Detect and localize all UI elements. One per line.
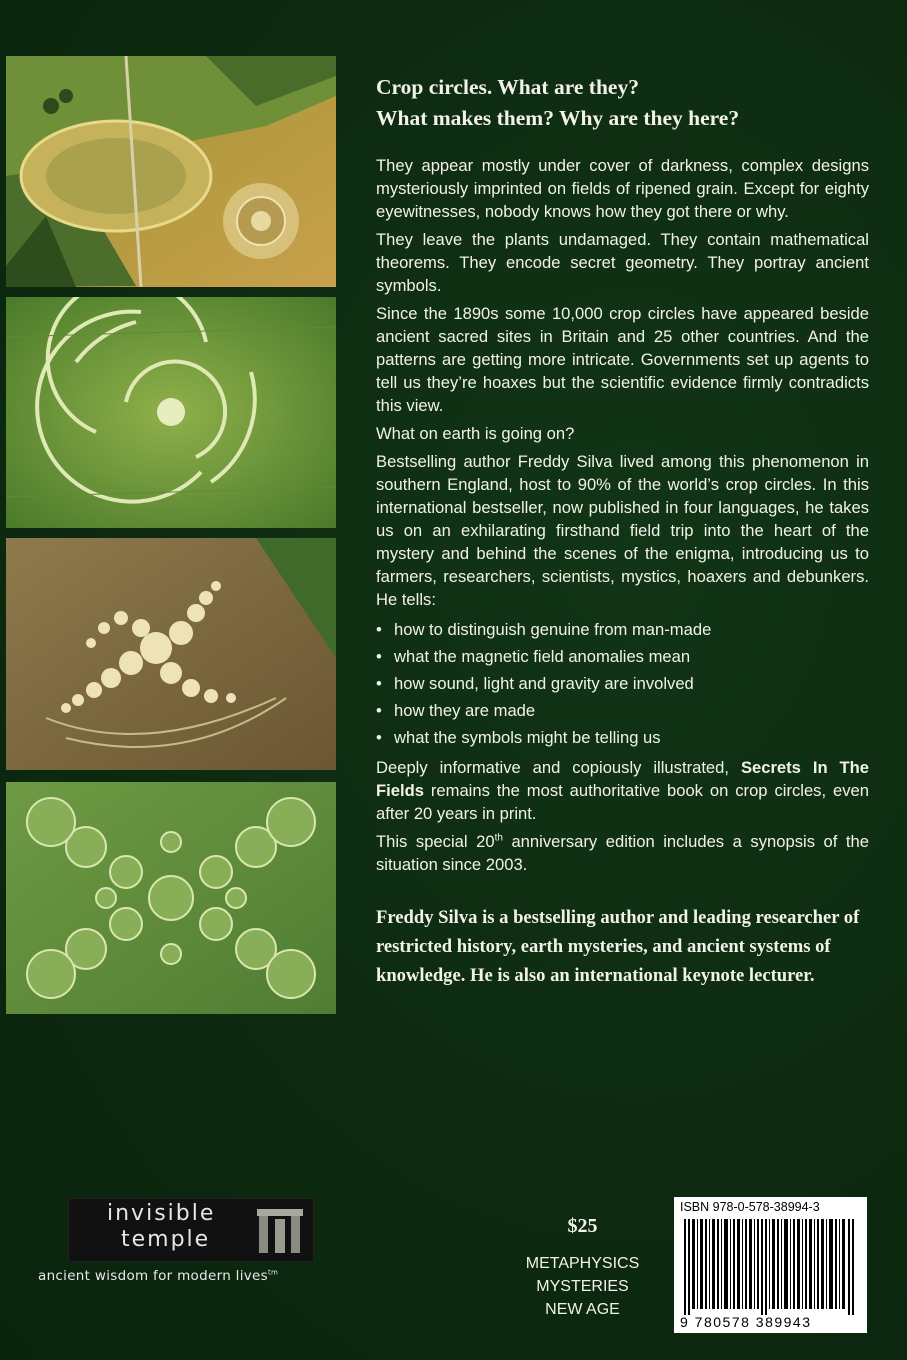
barcode-number: 9 780578 389943 — [680, 1314, 812, 1330]
paragraph-7 — [376, 830, 869, 876]
list-item: • what the symbols might be telling us — [376, 724, 869, 751]
stone-circle-icon — [255, 1205, 305, 1255]
trademark-symbol: tm — [267, 1268, 279, 1277]
paragraph-3: Since the 1890s some 10,000 crop circles have appeared beside ancient sacred sites in Britain and 25 other countries. And the patterns are getting more intricate. Governments set up agents to tell us they’re hoaxes but the scientific evidence firmly contradicts this view. — [376, 304, 869, 415]
logo-box — [68, 1198, 314, 1262]
paragraph-4: What on earth is going on? — [376, 424, 575, 443]
list-item: • how they are made — [376, 697, 869, 724]
paragraph-6-end: remains the most authoritative book on crop circles, even after 20 years in print. — [376, 781, 869, 823]
aerial-field-photo — [6, 56, 336, 287]
isbn-barcode — [674, 1197, 867, 1333]
feature-list — [376, 616, 869, 751]
paragraph-6-start: Deeply informative and copiously illustrated, — [376, 758, 741, 777]
headline-line-1: Crop circles. What are they? — [376, 75, 639, 99]
genre-3: NEW AGE — [545, 1301, 620, 1318]
book-title: Secrets In The Fields — [376, 758, 870, 800]
paragraph-7-end: anniversary edition includes a synopsis of the situation since 2003. — [376, 832, 869, 874]
genre-1: METAPHYSICS — [525, 1255, 640, 1272]
cross-crop-circle-photo — [6, 782, 336, 1014]
ordinal-suffix: th — [494, 832, 503, 844]
genre-2: MYSTERIES — [536, 1278, 629, 1295]
publisher-tagline — [38, 1268, 278, 1284]
headline — [376, 72, 869, 134]
list-item: • how to distinguish genuine from man-made — [376, 616, 869, 643]
isbn-label: ISBN 978-0-578-38994-3 — [680, 1200, 820, 1214]
paragraph-1: They appear mostly under cover of darkness, complex designs mysteriously imprinted on fields of ripened grain. Except for eighty eyewitnesses, nobody knows how they got there or why. — [376, 156, 869, 221]
paragraph-7-start: This special 20 — [376, 832, 495, 851]
tagline-text: ancient wisdom for modern lives — [38, 1268, 268, 1284]
spiral-crop-circle-photo — [6, 297, 336, 528]
list-item: • how sound, light and gravity are involved — [376, 670, 869, 697]
logo-word-invisible: invisible — [107, 1201, 216, 1226]
description-body — [376, 154, 869, 876]
circles-spiral-crop-circle-photo — [6, 538, 336, 770]
barcode-icon — [684, 1219, 858, 1315]
description-column — [376, 72, 869, 990]
list-item: • what the magnetic field anomalies mean — [376, 643, 869, 670]
price-block — [500, 1215, 665, 1321]
author-bio: Freddy Silva is a bestselling author and leading researcher of restricted history, earth mysteries, and ancient systems of knowledge. He is also an international keynote lecturer. — [376, 907, 860, 986]
headline-line-2: What makes them? Why are they here? — [376, 106, 740, 130]
price: $25 — [567, 1215, 598, 1237]
publisher-logo — [38, 1198, 298, 1298]
paragraph-2: They leave the plants undamaged. They contain mathematical theorems. They encode secret geometry. They portray ancient symbols. — [376, 230, 869, 295]
logo-word-temple: temple — [121, 1227, 211, 1252]
paragraph-5: Bestselling author Freddy Silva lived among this phenomenon in southern England, host to 90% of the world’s crop circles. In this international bestseller, now published in four languages, he takes us on an exhilarating firsthand field trip into the heart of the mystery and behind the scenes of the enigma, introducing us to farmers, researchers, scientists, mystics, hoaxers and debunkers. He tells: — [376, 452, 869, 609]
paragraph-6 — [376, 756, 869, 825]
